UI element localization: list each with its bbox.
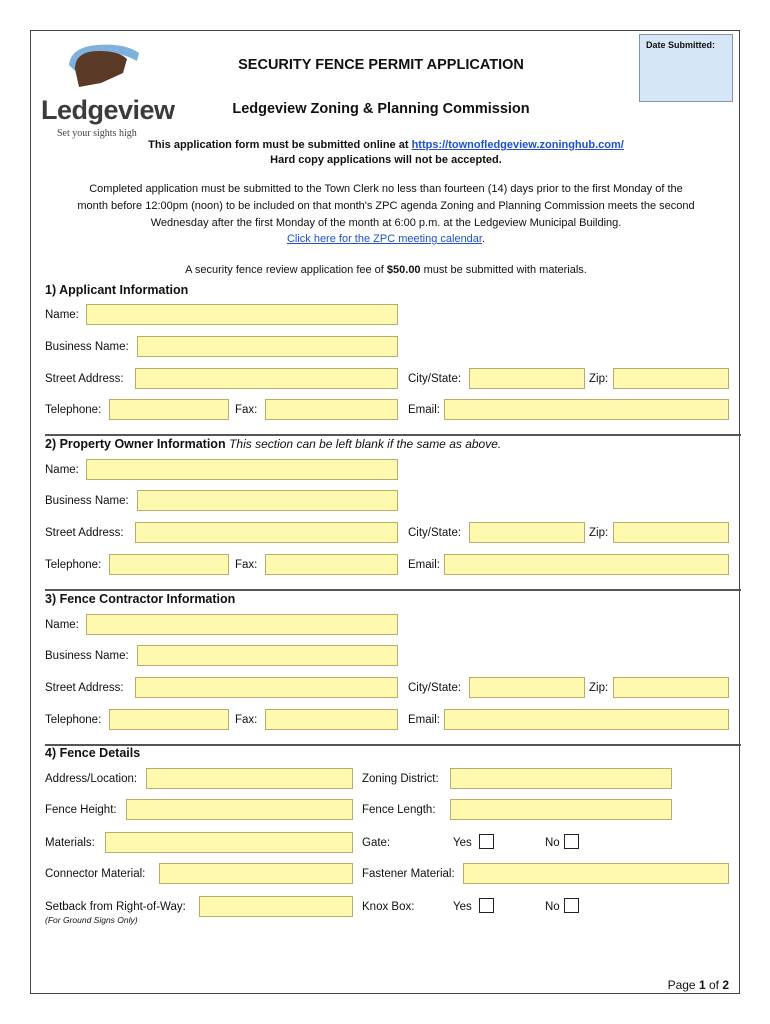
address-location-label: Address/Location: bbox=[45, 773, 138, 785]
setback-field[interactable] bbox=[199, 896, 353, 917]
owner-email-field[interactable] bbox=[444, 554, 729, 575]
contractor-name-field[interactable] bbox=[86, 614, 398, 635]
form-title: SECURITY FENCE PERMIT APPLICATION bbox=[238, 57, 524, 73]
fee-notice bbox=[31, 264, 741, 276]
contractor-email-label: Email: bbox=[408, 714, 440, 726]
applicant-business-label: Business Name: bbox=[45, 341, 129, 353]
section-owner-heading: 2) Property Owner Information bbox=[45, 437, 226, 451]
owner-telephone-label: Telephone: bbox=[45, 559, 102, 571]
logo-wordmark: Ledgeview bbox=[41, 95, 175, 125]
logo-mark-icon bbox=[61, 43, 141, 93]
applicant-city-field[interactable] bbox=[469, 368, 585, 389]
gate-no-label: No bbox=[545, 837, 560, 849]
contractor-name-label: Name: bbox=[45, 619, 79, 631]
hard-copy-notice: Hard copy applications will not be accepted. bbox=[270, 154, 502, 166]
applicant-email-field[interactable] bbox=[444, 399, 729, 420]
page-number bbox=[668, 978, 729, 992]
fence-length-label: Fence Length: bbox=[362, 804, 436, 816]
applicant-name-label: Name: bbox=[45, 309, 79, 321]
connector-material-field[interactable] bbox=[159, 863, 353, 884]
applicant-fax-field[interactable] bbox=[265, 399, 398, 420]
contractor-business-label: Business Name: bbox=[45, 650, 129, 662]
owner-city-label: City/State: bbox=[408, 527, 462, 539]
form-subtitle: Ledgeview Zoning & Planning Commission bbox=[232, 101, 530, 117]
fastener-material-label: Fastener Material: bbox=[362, 868, 455, 880]
date-submitted-box[interactable] bbox=[639, 34, 733, 102]
section-divider bbox=[45, 434, 741, 436]
intro-line-2: month before 12:00pm (noon) to be included on that month's ZPC agenda Zoning and Planning Commission meets the second bbox=[77, 200, 695, 212]
section-divider bbox=[45, 589, 741, 591]
owner-fax-field[interactable] bbox=[265, 554, 398, 575]
zpc-calendar-link[interactable]: Click here for the ZPC meeting calendar bbox=[286, 233, 482, 245]
section-contractor-title: 3) Fence Contractor Information bbox=[45, 592, 236, 606]
contractor-fax-field[interactable] bbox=[265, 709, 398, 730]
owner-street-label: Street Address: bbox=[45, 527, 124, 539]
section-owner-title bbox=[45, 437, 501, 451]
fee-amount: $50.00 bbox=[386, 264, 421, 276]
knox-box-label: Knox Box: bbox=[362, 901, 415, 913]
applicant-street-field[interactable] bbox=[135, 368, 398, 389]
owner-city-field[interactable] bbox=[469, 522, 585, 543]
fence-height-label: Fence Height: bbox=[45, 804, 117, 816]
online-notice-text: This application form must be submitted online at bbox=[148, 139, 412, 151]
page-prefix: Page bbox=[667, 978, 699, 992]
owner-email-label: Email: bbox=[408, 559, 440, 571]
zoning-district-label: Zoning District: bbox=[362, 773, 439, 785]
contractor-telephone-field[interactable] bbox=[109, 709, 229, 730]
owner-name-label: Name: bbox=[45, 464, 79, 476]
zoninghub-link[interactable]: https://townofledgeview.zoninghub.com/ bbox=[411, 139, 624, 151]
connector-material-label: Connector Material: bbox=[45, 868, 146, 880]
contractor-fax-label: Fax: bbox=[235, 714, 258, 726]
page-current: 1 bbox=[698, 978, 706, 992]
section-fence-title: 4) Fence Details bbox=[45, 746, 141, 760]
gate-no-checkbox[interactable] bbox=[564, 834, 579, 849]
owner-business-label: Business Name: bbox=[45, 495, 129, 507]
date-submitted-label: Date Submitted: bbox=[646, 40, 716, 50]
knox-yes-checkbox[interactable] bbox=[479, 898, 494, 913]
knox-no-label: No bbox=[545, 901, 560, 913]
fee-suffix: must be submitted with materials. bbox=[420, 264, 587, 276]
contractor-business-field[interactable] bbox=[137, 645, 398, 666]
materials-label: Materials: bbox=[45, 837, 95, 849]
owner-fax-label: Fax: bbox=[235, 559, 258, 571]
applicant-name-field[interactable] bbox=[86, 304, 398, 325]
setback-note: (For Ground Signs Only) bbox=[45, 915, 138, 925]
applicant-zip-label: Zip: bbox=[589, 373, 609, 385]
knox-no-checkbox[interactable] bbox=[564, 898, 579, 913]
applicant-telephone-field[interactable] bbox=[109, 399, 229, 420]
applicant-email-label: Email: bbox=[408, 404, 440, 416]
contractor-zip-label: Zip: bbox=[589, 682, 609, 694]
owner-business-field[interactable] bbox=[137, 490, 398, 511]
online-notice bbox=[31, 139, 741, 151]
section-applicant-title: 1) Applicant Information bbox=[45, 283, 189, 297]
contractor-zip-field[interactable] bbox=[613, 677, 729, 698]
page-of: of bbox=[705, 978, 723, 992]
fastener-material-field[interactable] bbox=[463, 863, 729, 884]
section-divider bbox=[45, 744, 741, 746]
gate-label: Gate: bbox=[362, 837, 391, 849]
zoning-district-field[interactable] bbox=[450, 768, 672, 789]
fee-prefix: A security fence review application fee of bbox=[185, 264, 387, 276]
ledgeview-logo bbox=[41, 43, 175, 139]
intro-line-1: Completed application must be submitted to the Town Clerk no less than fourteen (14) days prior to the first Monday of the bbox=[89, 183, 683, 195]
applicant-fax-label: Fax: bbox=[235, 404, 258, 416]
materials-field[interactable] bbox=[105, 832, 353, 853]
fence-length-field[interactable] bbox=[450, 799, 672, 820]
owner-telephone-field[interactable] bbox=[109, 554, 229, 575]
applicant-telephone-label: Telephone: bbox=[45, 404, 102, 416]
applicant-zip-field[interactable] bbox=[613, 368, 729, 389]
applicant-city-label: City/State: bbox=[408, 373, 462, 385]
owner-name-field[interactable] bbox=[86, 459, 398, 480]
intro-line-3: Wednesday after the first Monday of the month at 6:00 p.m. at the Ledgeview Municipal Building. bbox=[150, 217, 622, 229]
contractor-city-label: City/State: bbox=[408, 682, 462, 694]
logo-tagline: Set your sights high bbox=[57, 128, 137, 139]
contractor-street-field[interactable] bbox=[135, 677, 398, 698]
page-total: 2 bbox=[722, 978, 729, 992]
permit-form-page bbox=[30, 30, 740, 994]
contractor-email-field[interactable] bbox=[444, 709, 729, 730]
calendar-link-line bbox=[31, 233, 741, 245]
fence-height-field[interactable] bbox=[126, 799, 353, 820]
calendar-link-suffix: . bbox=[481, 233, 486, 245]
owner-street-field[interactable] bbox=[135, 522, 398, 543]
gate-yes-checkbox[interactable] bbox=[479, 834, 494, 849]
contractor-telephone-label: Telephone: bbox=[45, 714, 102, 726]
address-location-field[interactable] bbox=[146, 768, 353, 789]
contractor-street-label: Street Address: bbox=[45, 682, 124, 694]
owner-zip-field[interactable] bbox=[613, 522, 729, 543]
section-owner-note: This section can be left blank if the same as above. bbox=[229, 437, 502, 451]
owner-zip-label: Zip: bbox=[589, 527, 609, 539]
knox-yes-label: Yes bbox=[453, 901, 472, 913]
contractor-city-field[interactable] bbox=[469, 677, 585, 698]
applicant-street-label: Street Address: bbox=[45, 373, 124, 385]
applicant-business-field[interactable] bbox=[137, 336, 398, 357]
gate-yes-label: Yes bbox=[453, 837, 472, 849]
setback-label: Setback from Right-of-Way: bbox=[45, 901, 186, 913]
